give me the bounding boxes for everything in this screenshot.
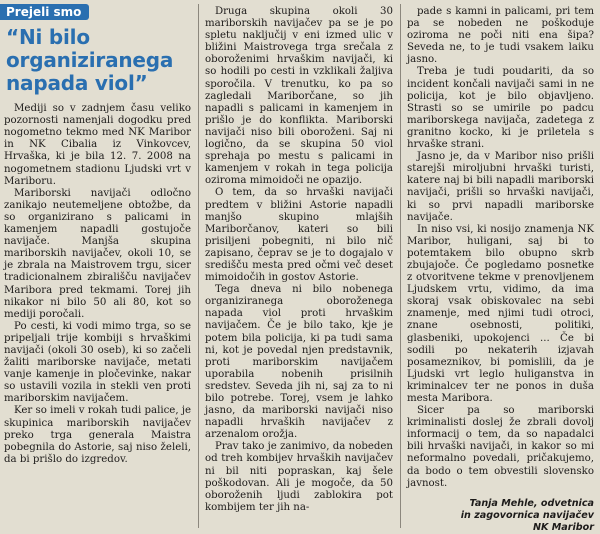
paragraph: Sicer pa so mariborski kriminalisti doslej že zbrali dovolj informacij o tem, da so napadalci bili hrvaški navijači, in kakor so mi neformalno povedali, pričakujemo, da bodo o tem obvestili slovensko javnost. <box>407 405 594 489</box>
paragraph: pade s kamni in palicami, pri tem pa se nobeden ne poškoduje oziroma ne poči niti ena šipa? Seveda ne, to je tudi vsakem laiku jasno. <box>407 6 594 66</box>
paragraph: Po cesti, ki vodi mimo trga, so se pripeljali trije kombiji s hrvaškimi navijači (okoli 30 oseb), ki so začeli žaliti mariborske navijače, metati vanje kamenje in pločevinke, nakar so ustavili vozila in stekli ven proti mariborskim navijačem. <box>4 320 191 405</box>
column-1 <box>0 0 197 534</box>
paragraph: Ker so imeli v rokah tudi palice, je skupinica mariborskih navijačev preko trga generala Maistra pobegnila do Astorie, saj niso želeli, da bi prišlo do izgredov. <box>4 405 192 465</box>
headline: “Ni bilo organiziranega napada viol” <box>6 25 174 96</box>
section-label: Prejeli smo <box>0 4 89 20</box>
signature-org: NK Maribor <box>532 521 594 533</box>
paragraph: Tega dneva ni bilo nobenega organiziranega oboroženega napada viol proti hrvaškim navijačem. Če je bilo tako, kje je potem bila policija, ki pa tudi sama ni, kot je povedal njen predstavnik, proti mariborskim navijačem uporabila nobenih prisilnih sredstev. Seveda jih ni, saj za to ni bilo potrebe. Torej, vsem je lahko jasno, da mariborski navijači niso napadli hrvaških navijačev z arzenalom orožja. <box>205 284 393 441</box>
paragraph: Jasno je, da v Maribor niso prišli starejši miroljubni hrvaški turisti, katere naj bi bili napadli mariborski navijači, prišli so hrvaški navijači, ki so prvi napadli mariborske navijače. <box>407 151 594 223</box>
paragraph: Mediji so v zadnjem času veliko pozornosti namenjali dogodku pred nogometno tekmo med NK Maribor in NK Cibalia iz Vinkovcev, Hrvaška, ki je bila 12. 7. 2008 na nogometnem stadionu Ljudski vrt v Mariboru. <box>4 103 191 187</box>
paragraph: Mariborski navijači odločno zanikajo neutemeljene obtožbe, da so organizirano s palicami in kamenjem napadli gostujoče navijače. Manjša skupina mariborskih navijačev, okoli 10, se je zbrala na Maistrovem trgu, sicer tradicionalnem zbirališču navijačev Maribora pred tekmami. Torej jih nikakor ni bilo 50 ali 80, kot so mediji poročali. <box>4 187 191 320</box>
signature-name: Tanja Mehle, odvetnica <box>469 497 594 509</box>
paragraph: O tem, da so hrvaški navijači predtem v bližini Astorie napadli manjšo skupino mlajših Mariborčanov, kateri so bili prisiljeni pobegniti, ni bilo nič zapisano, čeprav se je to dogajalo v središču mesta pred očmi več deset mimoidočih in gostov Astorie. <box>205 187 393 284</box>
column-3 <box>401 0 600 534</box>
column-2 <box>199 0 399 534</box>
signature-role: in zagovornica navijačev <box>460 509 594 521</box>
paragraph: Prav tako je zanimivo, da nobeden od treh kombijev hrvaških navijačev ni bil niti popraskan, kaj šele poškodovan. Ali je mogoče, da 50 oboroženih ljudi zablokira pot kombijem ter jih na- <box>205 441 393 513</box>
paragraph: Druga skupina okoli 30 mariborskih navijačev pa se je po spletu naključij v eni izmed ulic v bližini Maistrovega trga srečala z oboroženimi hrvaškim navijači, ki so hodili po cesti in vzklikali žaljiva sporočila. V trenutku, ko pa so zagledali Mariborčane, so jih napadli s palicami in kamenjem in prišlo je do konflikta. Mariborski navijači niso bili oboroženi. Saj ni logično, da se skupina 50 viol sprehaja po mestu s palicami in kamenjem v rokah in tega policija oziroma mimoidoči ne opazijo. <box>205 6 393 187</box>
signature <box>407 498 594 534</box>
paragraph: In niso vsi, ki nosijo znamenja NK Maribor, huligani, saj bi to potemtakem bilo obupno skrb zbujajoče. Če pogledamo posnetke z otvoritvene tekme v prenovljenem Ljudskem vrtu, vidimo, da ima skoraj vsak obiskovalec na sebi znamenje, med njimi tudi otroci, znane osebnosti, politiki, glasbeniki, upokojenci ... Če bi sodili po nekaterih izjavah posameznikov, bi pomislili, da je Ljudski vrt leglo huliganstva in kriminalcev ter ne ponos in duša mesta Maribora. <box>407 223 594 404</box>
paragraph: Treba je tudi poudariti, da so incident končali navijači sami in ne policija, kot je bilo objavljeno. Strasti so se umirile po padcu mariborskega navijača, zadetega z granitno kocko, ki je priletela s hrvaške strani. <box>407 66 594 151</box>
